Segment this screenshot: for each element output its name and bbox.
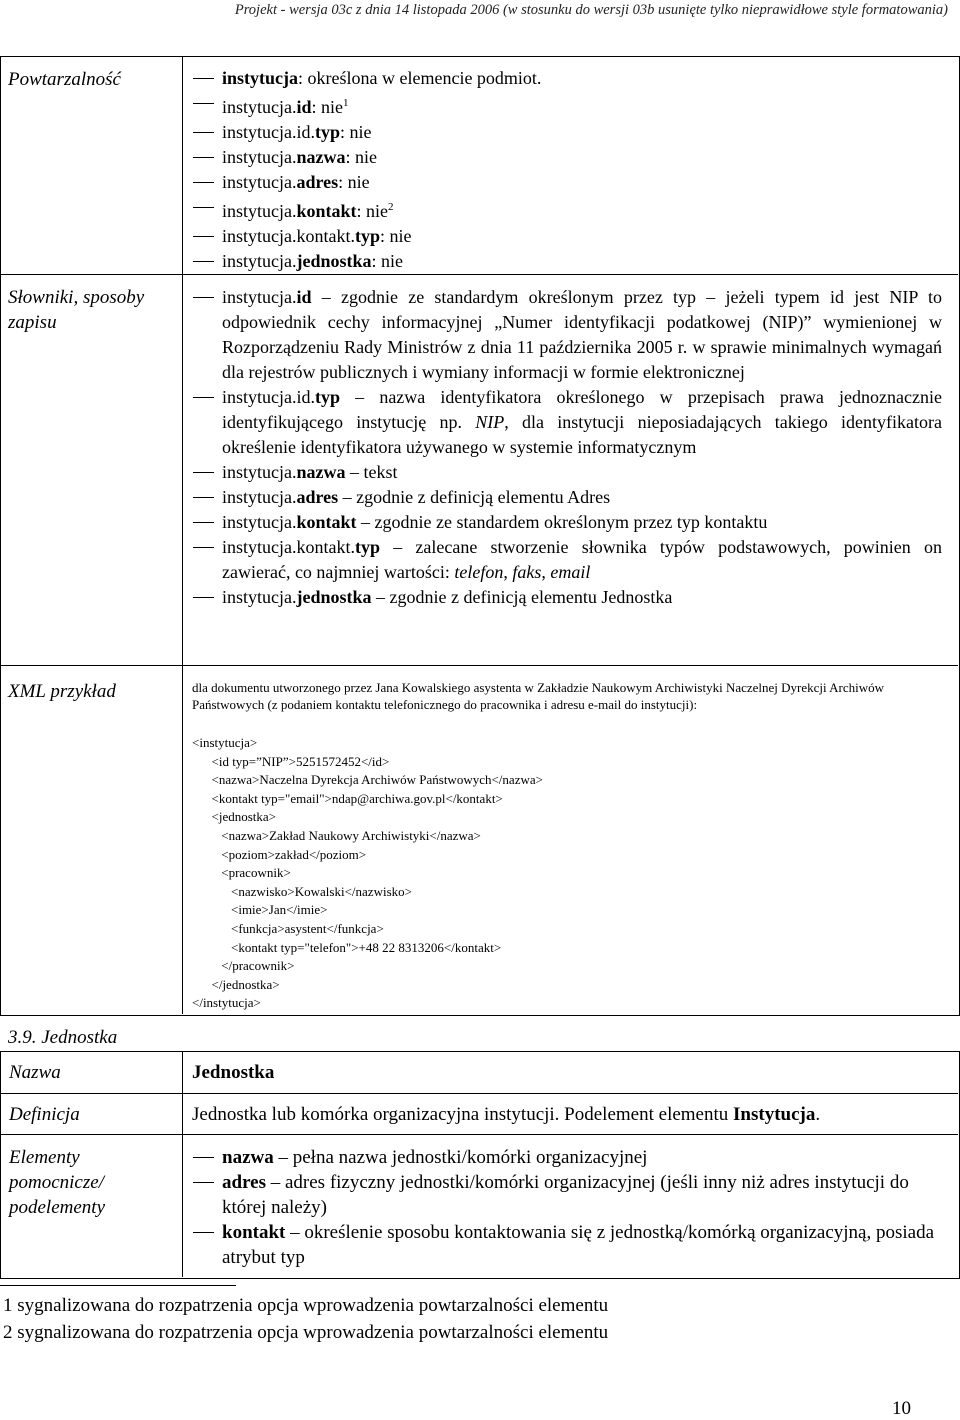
nazwa-value: Jednostka <box>192 1062 275 1083</box>
page-number: 10 <box>892 1398 911 1419</box>
list-item: instytucja.kontakt: nie$^2$ <box>190 195 942 224</box>
section-title: 3.9. Jednostka <box>8 1027 118 1048</box>
page-header: Projekt - wersja 03c z dnia 14 listopada 2006 (w stosunku do wersji 03b usunięte tylko nieprawidłowe style formatowania) <box>234 2 948 18</box>
list-item: kontakt – określenie sposobu kontaktowania się z jednostką/komórką organizacyjną, posiada atrybut typ <box>190 1220 942 1270</box>
label-xml-przyklad: XML przykład <box>8 681 116 702</box>
table-2-row-divider <box>0 1093 958 1094</box>
list-item: instytucja.id.typ: nie <box>190 120 942 145</box>
list-item: instytucja.kontakt.typ: nie <box>190 224 942 249</box>
slowniki-list <box>190 285 942 610</box>
list-item: instytucja.kontakt – zgodnie ze standardem określonym przez typ kontaktu <box>190 510 942 535</box>
xml-code: <instytucja> <id typ=”NIP”>5251572452</id> <nazwa>Naczelna Dyrekcja Archiwów Państwowych</nazwa> <kontakt typ="email">ndap@archiwa.gov.pl</kontakt> <jednostka> <nazwa>Zakład Naukowy Archiwistyki</nazwa> <poziom>zakład</poziom> <pracownik> <nazwisko>Kowalski</nazwisko> <imie>Jan</imie> <funkcja>asystent</funkcja> <kontakt typ="telefon">+48 22 8313206</kontakt> </pracownik> </jednostka> </instytucja> <box>192 735 543 1011</box>
footnote-separator <box>0 1285 236 1286</box>
list-item: instytucja.nazwa – tekst <box>190 460 942 485</box>
list-item: instytucja.id: nie$^1$ <box>190 91 942 120</box>
footnote-2: 2 sygnalizowana do rozpatrzenia opcja wprowadzenia powtarzalności elementu <box>3 1322 609 1343</box>
label-definicja: Definicja <box>9 1104 80 1125</box>
label-slowniki: Słowniki, sposoby zapisu <box>8 287 145 333</box>
label-elementy: Elementy pomocnicze/ podelementy <box>9 1147 106 1218</box>
list-item: instytucja.id – zgodnie ze standardym określonym przez typ – jeżeli typem id jest NIP to odpowiednik cechy informacyjnej „Numer identyfikacji podatkowej (NIP)” wymienionej w Rozporządzeniu Rady Ministrów z dnia 11 października 2005 r. w sprawie minimalnych wymagań dla rejestrów publicznych i wymiany informacji w formie elektronicznej <box>190 285 942 385</box>
list-item: instytucja.nazwa: nie <box>190 145 942 170</box>
list-item: instytucja.adres: nie <box>190 170 942 195</box>
table-1-column-divider <box>182 56 183 1014</box>
list-item: instytucja.adres – zgodnie z definicją elementu Adres <box>190 485 942 510</box>
footnote-ref: 2 <box>388 201 394 213</box>
table-2-column-divider <box>182 1051 183 1277</box>
label-powtarzalnosc: Powtarzalność <box>8 69 121 90</box>
list-item: instytucja.id.typ – nazwa identyfikatora określonego w przepisach prawa jednoznacznie identyfikującego instytucję np. NIP, dla instytucji nieposiadających takiego identyfikatora określenie identyfikatora używanego w systemie informatycznym <box>190 385 942 460</box>
list-item: instytucja: określona w elemencie podmiot. <box>190 66 942 91</box>
list-item: instytucja.jednostka – zgodnie z definicją elementu Jednostka <box>190 585 942 610</box>
table-2-row-divider <box>0 1134 958 1135</box>
elementy-list <box>190 1145 942 1270</box>
label-nazwa: Nazwa <box>9 1062 61 1083</box>
table-1-row-divider <box>0 274 958 275</box>
footnote-ref: 1 <box>343 97 349 109</box>
list-item: adres – adres fizyczny jednostki/komórki organizacyjnej (jeśli inny niż adres instytucji do której należy) <box>190 1170 942 1220</box>
xml-intro: dla dokumentu utworzonego przez Jana Kowalskiego asystenta w Zakładzie Naukowym Archiwistyki Naczelnej Dyrekcji Archiwów Państwowych (z podaniem kontaktu telefonicznego do pracownika i adresu e-mail do instytucji): <box>192 680 885 712</box>
footnote-1: 1 sygnalizowana do rozpatrzenia opcja wprowadzenia powtarzalności elementu <box>3 1295 609 1316</box>
table-1-row-divider <box>0 665 958 666</box>
list-item: instytucja.jednostka: nie <box>190 249 942 274</box>
list-item: instytucja.kontakt.typ – zalecane stworzenie słownika typów podstawowych, powinien on zawierać, co najmniej wartości: telefon, faks, email <box>190 535 942 585</box>
list-item: nazwa – pełna nazwa jednostki/komórki organizacyjnej <box>190 1145 942 1170</box>
definicja-text: Jednostka lub komórka organizacyjna instytucji. Podelement elementu Instytucja. <box>192 1104 821 1125</box>
powtarzalnosc-list <box>190 66 942 274</box>
